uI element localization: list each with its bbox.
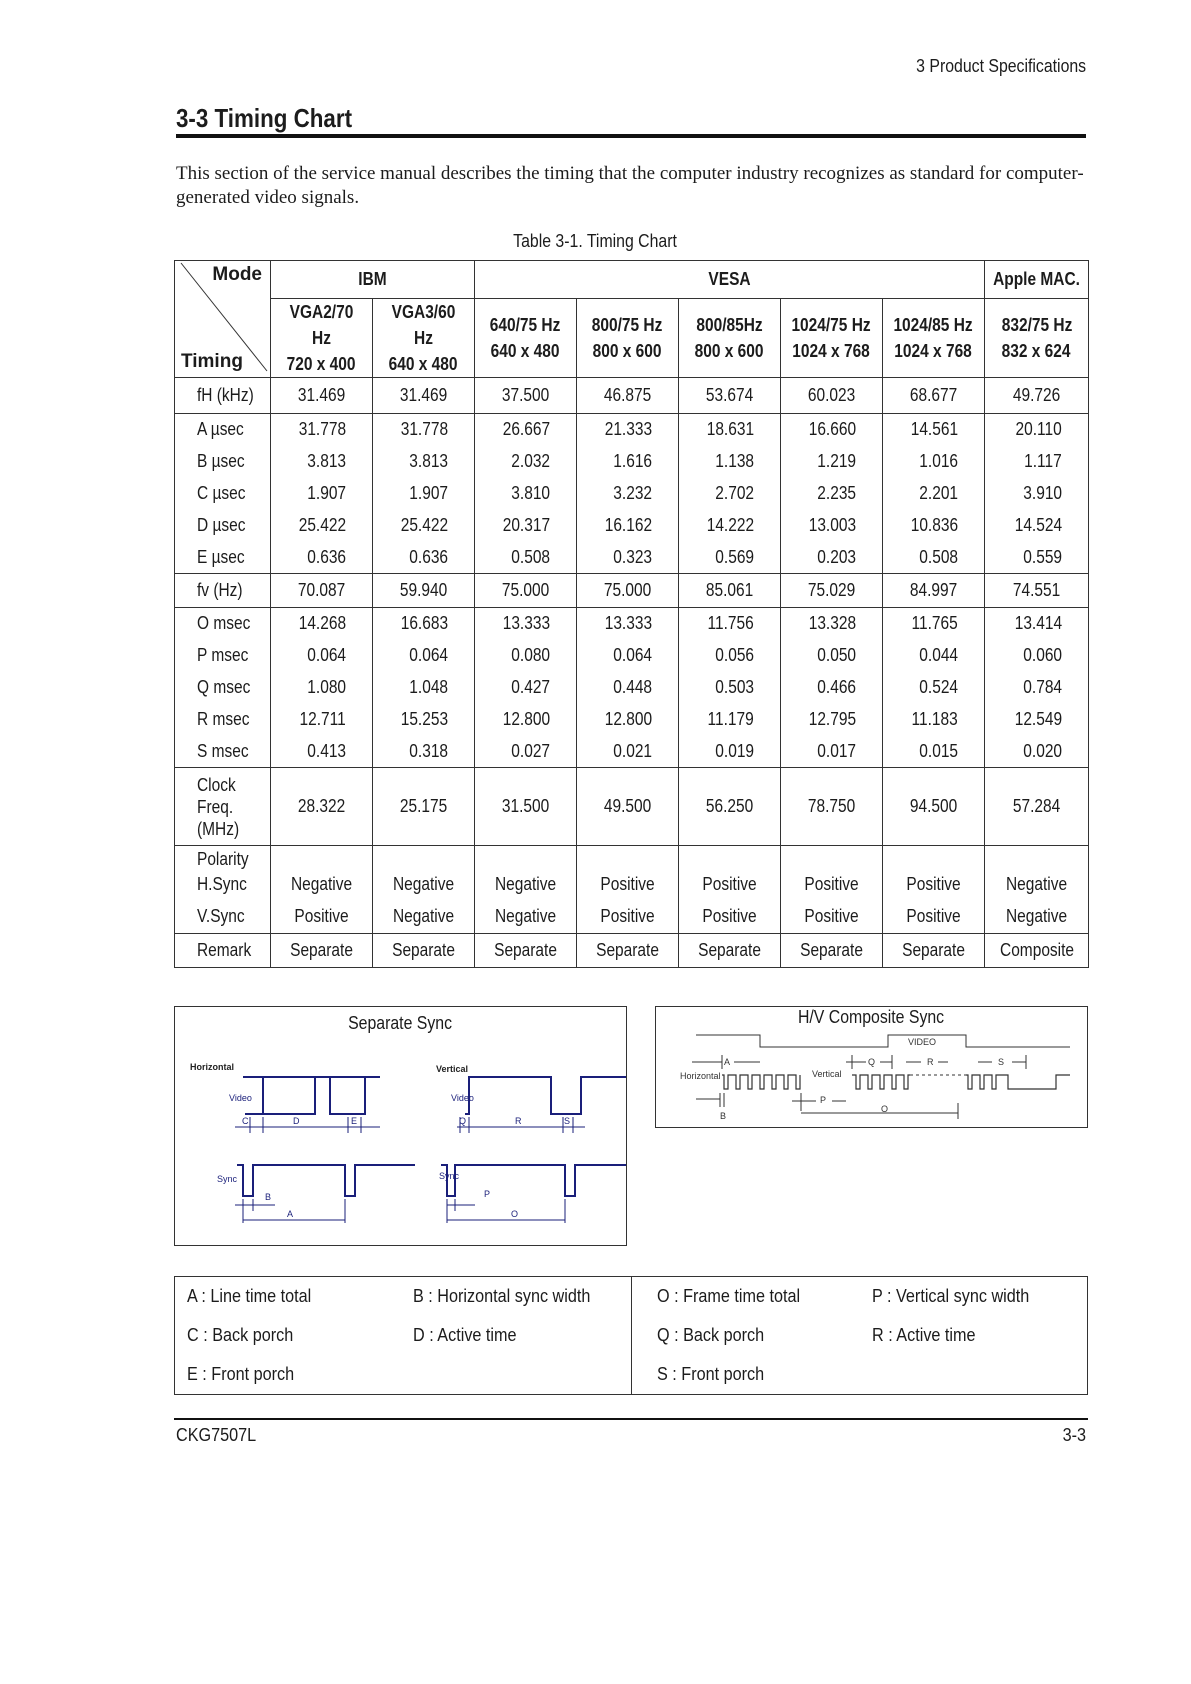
row-label: C µsec [175,478,271,510]
value-cell: 0.427 [475,672,577,704]
footer-model: CKG7507L [176,1425,257,1445]
value-cell: 0.044 [883,640,985,672]
value-cell: 0.064 [271,640,373,672]
value-cell: 0.508 [883,542,985,574]
value-cell: 26.667 [475,414,577,446]
value-cell: Negative [985,900,1089,934]
value-cell: 31.469 [373,378,475,414]
mode-name: 1024/75 Hz [791,315,872,335]
value-cell: 75.000 [475,574,577,608]
separate-sync-title: Separate Sync [348,1013,453,1033]
value-cell: 68.677 [883,378,985,414]
h-timing-row [175,446,1089,478]
value-cell: 14.524 [985,510,1089,542]
v-letter-r: R [515,1116,522,1126]
value-cell: 0.559 [985,542,1089,574]
hsync-row [175,870,1089,900]
group-ibm: IBM [271,261,475,299]
composite-letter-a: A [724,1057,731,1067]
value-cell: 75.000 [577,574,679,608]
value-cell: 2.032 [475,446,577,478]
v-video-label: Video [451,1093,474,1103]
value-cell: 10.836 [883,510,985,542]
value-cell: Separate [373,934,475,968]
value-cell: 56.250 [679,768,781,846]
value-cell: 20.317 [475,510,577,542]
mode-resolution: 640 x 480 [389,354,458,374]
value-cell: 12.800 [475,704,577,736]
row-label: D µsec [175,510,271,542]
mode-name: 832/75 Hz [1001,315,1072,335]
value-cell: 1.138 [679,446,781,478]
value-cell: 0.636 [271,542,373,574]
row-label: Remark [175,934,271,968]
clock-row [175,768,1089,846]
composite-letter-r: R [927,1057,934,1067]
value-cell: Positive [577,870,679,900]
value-cell: 0.027 [475,736,577,768]
value-cell: 13.333 [475,608,577,640]
group-vesa: VESA [475,261,985,299]
value-cell: Separate [271,934,373,968]
value-cell: 12.795 [781,704,883,736]
value-cell: 18.631 [679,414,781,446]
composite-sync-waveform [656,1007,1087,1127]
composite-video-label: VIDEO [908,1037,937,1047]
value-cell: 13.333 [577,608,679,640]
row-label: fv (Hz) [175,574,271,608]
page-number: 3-3 [1062,1425,1086,1445]
mode-resolution: 1024 x 768 [792,341,871,361]
value-cell: 15.253 [373,704,475,736]
value-cell: Negative [373,900,475,934]
value-cell: 31.500 [475,768,577,846]
mode-name: 640/75 Hz [490,315,561,335]
value-cell: 12.711 [271,704,373,736]
mode-cell [883,299,985,378]
value-cell: 1.616 [577,446,679,478]
value-cell: Separate [475,934,577,968]
row-label: B µsec [175,446,271,478]
title-rule [176,134,1086,138]
mode-resolution: 1024 x 768 [894,341,973,361]
value-cell: Positive [679,900,781,934]
value-cell: 2.201 [883,478,985,510]
value-cell: 31.469 [271,378,373,414]
value-cell: 0.056 [679,640,781,672]
value-cell: 0.015 [883,736,985,768]
value-cell: 0.466 [781,672,883,704]
value-cell: 2.702 [679,478,781,510]
composite-letter-q: Q [868,1057,876,1067]
value-cell: Separate [781,934,883,968]
legend-divider [631,1277,632,1394]
value-cell: 75.029 [781,574,883,608]
v-timing-row [175,704,1089,736]
value-cell: Positive [271,900,373,934]
composite-letter-b: B [720,1111,727,1121]
corner-cell [175,261,271,378]
timing-label: Timing [181,351,243,372]
value-cell: 60.023 [781,378,883,414]
h-letter-b: B [265,1192,272,1202]
fh-row [175,378,1089,414]
legend-c: C : Back porch [187,1325,294,1345]
intro-paragraph: This section of the service manual describes the timing that the computer industry recognizes as standard for computer-generated video signals. [176,163,1084,208]
h-sync-label: Sync [217,1174,238,1184]
row-label: Q msec [175,672,271,704]
h-timing-row [175,510,1089,542]
composite-sync-title: H/V Composite Sync [798,1007,945,1027]
value-cell: 59.940 [373,574,475,608]
value-cell: 0.080 [475,640,577,672]
row-label: fH (kHz) [175,378,271,414]
mode-resolution: 720 x 400 [287,354,356,374]
footer-rule [174,1418,1088,1420]
value-cell: 16.660 [781,414,883,446]
legend-b: B : Horizontal sync width [413,1286,591,1306]
value-cell: 0.064 [577,640,679,672]
mode-name: 800/75 Hz [592,315,663,335]
value-cell: 12.800 [577,704,679,736]
value-cell: Positive [577,900,679,934]
v-sync-label: Sync [439,1171,460,1181]
legend-r: R : Active time [872,1325,976,1345]
value-cell: 1.219 [781,446,883,478]
h-video-line [245,1077,380,1114]
v-timing-row [175,608,1089,640]
v-letter-p: P [484,1189,491,1199]
legend-a: A : Line time total [187,1286,312,1306]
value-cell: 0.020 [985,736,1089,768]
value-cell: 1.048 [373,672,475,704]
value-cell: 0.636 [373,542,475,574]
mode-name: 800/85Hz [696,315,763,335]
mode-name: 1024/85 Hz [893,315,974,335]
separate-sync-waveforms [175,1007,626,1245]
row-label: S msec [175,736,271,768]
mode-resolution: 832 x 624 [1002,341,1071,361]
h-horizontal-label: Horizontal [190,1062,234,1072]
value-cell: 14.561 [883,414,985,446]
mode-header-row [175,299,1089,378]
value-cell: 16.162 [577,510,679,542]
value-cell: Positive [781,900,883,934]
mode-name: VGA3/60 Hz [391,302,456,348]
separate-sync-diagram [174,1006,627,1246]
value-cell: 13.003 [781,510,883,542]
value-cell: 31.778 [373,414,475,446]
h-video-label: Video [229,1093,252,1103]
composite-letter-p: P [820,1095,827,1105]
legend-e: E : Front porch [187,1364,295,1384]
legend-p: P : Vertical sync width [872,1286,1030,1306]
value-cell: 25.422 [373,510,475,542]
row-label: R msec [175,704,271,736]
polarity-row [175,846,1089,870]
v-timing-row [175,672,1089,704]
composite-letter-o: O [881,1104,889,1114]
value-cell: Positive [781,870,883,900]
value-cell: 2.235 [781,478,883,510]
row-label: Polarity [175,846,271,870]
composite-sync-pulses [722,1075,1070,1089]
value-cell: 3.810 [475,478,577,510]
v-vertical-label: Vertical [436,1064,469,1074]
timing-table [174,260,1089,968]
legend-s: S : Front porch [657,1364,765,1384]
value-cell: 1.080 [271,672,373,704]
h-letter-a: A [287,1209,294,1219]
value-cell: 14.222 [679,510,781,542]
value-cell: 0.508 [475,542,577,574]
value-cell: 1.907 [373,478,475,510]
composite-video-line [696,1035,1070,1047]
value-cell: 94.500 [883,768,985,846]
value-cell: 0.050 [781,640,883,672]
value-cell: Separate [577,934,679,968]
value-cell: 49.726 [985,378,1089,414]
vsync-row [175,900,1089,934]
value-cell: 11.183 [883,704,985,736]
h-timing-row [175,542,1089,574]
value-cell: 53.674 [679,378,781,414]
fv-row [175,574,1089,608]
value-cell: 0.019 [679,736,781,768]
value-cell: Negative [373,870,475,900]
mode-resolution: 800 x 600 [695,341,764,361]
mode-name: VGA2/70 Hz [289,302,354,348]
mode-cell [985,299,1089,378]
value-cell: 0.064 [373,640,475,672]
value-cell: 3.813 [271,446,373,478]
value-cell: Negative [271,870,373,900]
mode-cell [781,299,883,378]
row-label: E µsec [175,542,271,574]
remark-row [175,934,1089,968]
h-timing-row [175,478,1089,510]
value-cell: 0.203 [781,542,883,574]
value-cell: Positive [679,870,781,900]
value-cell: Separate [883,934,985,968]
row-label: O msec [175,608,271,640]
value-cell: 25.422 [271,510,373,542]
value-cell: 25.175 [373,768,475,846]
composite-sync-diagram [655,1006,1088,1128]
value-cell: 0.524 [883,672,985,704]
value-cell: 31.778 [271,414,373,446]
v-sync-line [441,1165,626,1196]
h-timing-row [175,414,1089,446]
value-cell: 46.875 [577,378,679,414]
value-cell: 0.060 [985,640,1089,672]
value-cell: 21.333 [577,414,679,446]
row-label: V.Sync [175,900,271,934]
value-cell: 1.907 [271,478,373,510]
group-apple: Apple MAC. [985,261,1089,299]
h-letter-c: C [242,1116,249,1126]
value-cell: 85.061 [679,574,781,608]
value-cell: 37.500 [475,378,577,414]
v-timing-row [175,640,1089,672]
value-cell: Separate [679,934,781,968]
v-letter-s: S [564,1116,571,1126]
mode-cell [577,299,679,378]
value-cell: 1.016 [883,446,985,478]
value-cell: 3.813 [373,446,475,478]
value-cell: 3.232 [577,478,679,510]
value-cell: Composite [985,934,1089,968]
value-cell: 57.284 [985,768,1089,846]
section-title: 3-3 Timing Chart [176,103,353,133]
value-cell: 70.087 [271,574,373,608]
value-cell: Negative [475,870,577,900]
value-cell: 28.322 [271,768,373,846]
value-cell: 12.549 [985,704,1089,736]
value-cell: 0.017 [781,736,883,768]
value-cell: 1.117 [985,446,1089,478]
value-cell: 0.448 [577,672,679,704]
value-cell: 74.551 [985,574,1089,608]
value-cell: 0.569 [679,542,781,574]
table-caption: Table 3-1. Timing Chart [513,231,678,251]
mode-resolution: 640 x 480 [491,341,560,361]
value-cell: 13.328 [781,608,883,640]
h-sync-line [237,1165,415,1196]
value-cell: 11.765 [883,608,985,640]
composite-horizontal-label: Horizontal [680,1071,721,1081]
legend-o: O : Frame time total [657,1286,801,1306]
v-letter-o: O [511,1209,519,1219]
legend-d: D : Active time [413,1325,517,1345]
mode-resolution: 800 x 600 [593,341,662,361]
value-cell: 0.784 [985,672,1089,704]
value-cell: 14.268 [271,608,373,640]
mode-cell [373,299,475,378]
value-cell: Negative [985,870,1089,900]
h-letter-e: E [351,1116,358,1126]
value-cell: 13.414 [985,608,1089,640]
value-cell: 16.683 [373,608,475,640]
running-header: 3 Product Specifications [916,56,1086,76]
mode-label: Mode [212,264,262,285]
timing-legend [174,1276,1088,1395]
row-label: A µsec [175,414,271,446]
legend-q: Q : Back porch [657,1325,765,1345]
h-letter-d: D [293,1116,300,1126]
value-cell: 49.500 [577,768,679,846]
value-cell: 0.318 [373,736,475,768]
mode-cell [271,299,373,378]
value-cell: 0.323 [577,542,679,574]
v-video-line [465,1077,626,1114]
h-video-wave [241,1077,317,1114]
value-cell: Negative [475,900,577,934]
v-letter-q: Q [459,1116,467,1126]
value-cell: 84.997 [883,574,985,608]
composite-letter-s: S [998,1057,1005,1067]
value-cell: 0.021 [577,736,679,768]
value-cell: Positive [883,900,985,934]
value-cell: 20.110 [985,414,1089,446]
value-cell: 11.179 [679,704,781,736]
value-cell: 0.503 [679,672,781,704]
row-label: Clock Freq. (MHz) [175,768,271,846]
value-cell: 78.750 [781,768,883,846]
v-timing-row [175,736,1089,768]
value-cell: Positive [883,870,985,900]
mode-cell [679,299,781,378]
row-label: H.Sync [175,870,271,900]
mode-cell [475,299,577,378]
value-cell: 11.756 [679,608,781,640]
value-cell: 3.910 [985,478,1089,510]
value-cell: 0.413 [271,736,373,768]
composite-vertical-label: Vertical [812,1069,842,1079]
row-label: P msec [175,640,271,672]
